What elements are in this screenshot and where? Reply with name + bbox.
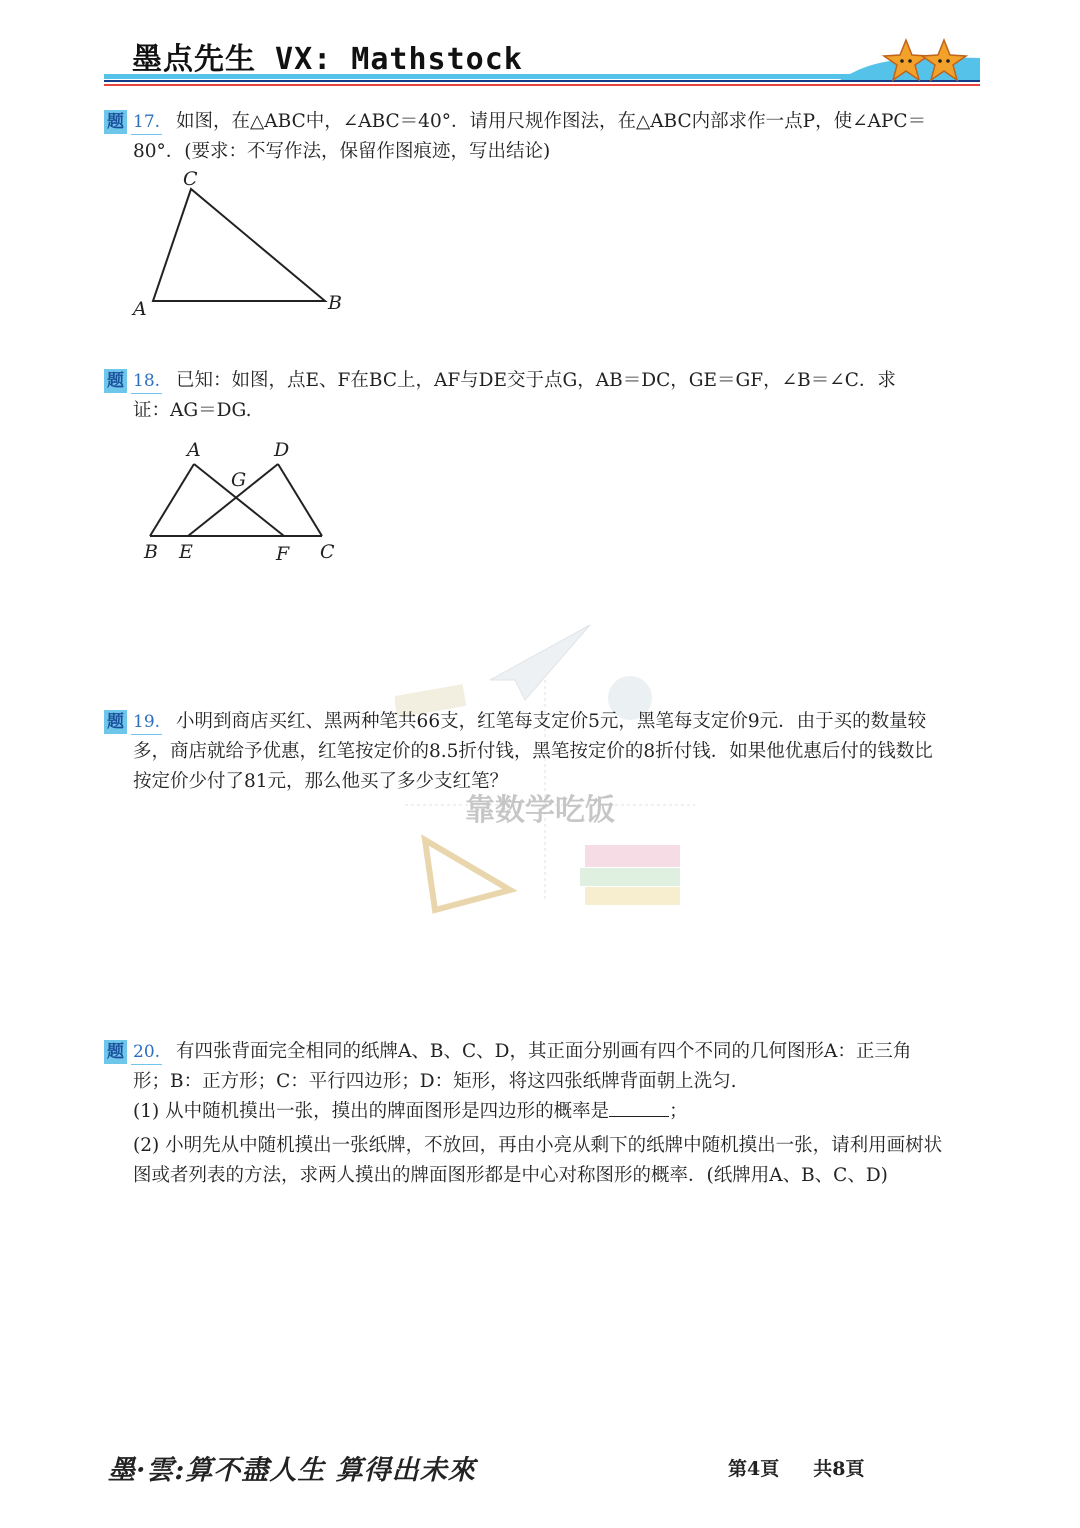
question-part-tail: ；	[669, 1101, 688, 1122]
point-label-a: A	[133, 298, 147, 320]
question-line: 80°．(要求：不写作法，保留作图痕迹，写出结论)	[133, 141, 551, 162]
question-part-text: (1) 从中随机摸出一张，摸出的牌面图形是四边形的概率是	[133, 1101, 610, 1122]
two-triangles-figure	[130, 432, 360, 577]
page-header	[0, 0, 1080, 100]
question-part-2-continued: 图或者列表的方法，求两人摸出的牌面图形都是中心对称图形的概率．(纸牌用A、B、C、D)	[133, 1165, 888, 1186]
point-label-b: B	[328, 292, 342, 314]
question-line	[104, 1037, 974, 1067]
point-label-c: C	[320, 541, 335, 563]
paper-plane-icon	[490, 625, 590, 700]
question-text: 已知：如图，点E、F在BC上，AF与DE交于点G，AB＝DC，GE＝GF，∠B＝∠C．求	[176, 370, 896, 391]
question-17	[104, 107, 974, 167]
question-part-1	[104, 1097, 974, 1127]
question-label: 题	[104, 110, 127, 134]
question-number: 20.	[131, 1040, 162, 1065]
question-line: 形；B：正方形；C：平行四边形；D：矩形，将这四张纸牌背面朝上洗匀.	[133, 1071, 737, 1092]
footer-page-info	[728, 1454, 864, 1481]
question-label: 题	[104, 710, 127, 734]
segment-dc	[278, 464, 322, 536]
header-navy-line	[104, 80, 980, 82]
question-19	[104, 707, 974, 797]
triangle-abc-figure	[125, 165, 355, 325]
page-number: 第4頁	[728, 1458, 780, 1480]
segment-ab	[150, 464, 194, 536]
question-line	[104, 107, 974, 137]
point-label-g: G	[231, 469, 247, 491]
question-part-2: (2) 小明先从中随机摸出一张纸牌，不放回，再由小亮从剩下的纸牌中随机摸出一张，请利用画树状	[133, 1135, 943, 1156]
question-number: 19.	[131, 710, 162, 735]
question-number: 17.	[131, 110, 162, 135]
header-red-line	[104, 84, 980, 86]
question-number: 18.	[131, 369, 162, 394]
question-20	[104, 1037, 974, 1191]
footer-motto: 墨·雲:算不盡人生 算得出未來	[108, 1455, 476, 1486]
point-label-f: F	[276, 543, 290, 565]
book-stack-icon	[580, 868, 680, 886]
book-stack-icon	[585, 887, 680, 905]
point-label-b: B	[144, 541, 158, 563]
watermark-text: 靠数学吃饭	[465, 793, 615, 828]
triangle-ruler-icon	[425, 840, 510, 910]
question-line: 证：AG＝DG.	[133, 400, 252, 421]
answer-blank[interactable]	[609, 1098, 669, 1117]
point-label-a: A	[187, 439, 201, 461]
question-18	[104, 366, 974, 426]
header-title: 墨点先生 VX: Mathstock	[132, 42, 523, 77]
question-label: 题	[104, 1040, 127, 1064]
question-text: 如图，在△ABC中，∠ABC＝40°．请用尺规作图法，在△ABC内部求作一点P，使∠APC＝	[176, 111, 927, 132]
question-line	[104, 366, 974, 396]
point-label-d: D	[274, 439, 290, 461]
question-line	[104, 707, 974, 737]
question-text: 有四张背面完全相同的纸牌A、B、C、D，其正面分别画有四个不同的几何图形A：正三角	[176, 1041, 912, 1062]
question-line: 按定价少付了81元，那么他买了多少支红笔？	[133, 771, 509, 792]
question-line: 多，商店就给予优惠，红笔按定价的8.5折付钱，黑笔按定价的8折付钱．如果他优惠后付的钱数比	[133, 741, 933, 762]
page-total: 共8頁	[813, 1458, 865, 1480]
question-label: 题	[104, 369, 127, 393]
triangle-abc	[153, 189, 325, 301]
point-label-c: C	[183, 168, 198, 190]
question-text: 小明到商店买红、黑两种笔共66支，红笔每支定价5元，黑笔每支定价9元．由于买的数量较	[176, 711, 927, 732]
point-label-e: E	[179, 541, 193, 563]
book-stack-icon	[585, 845, 680, 867]
